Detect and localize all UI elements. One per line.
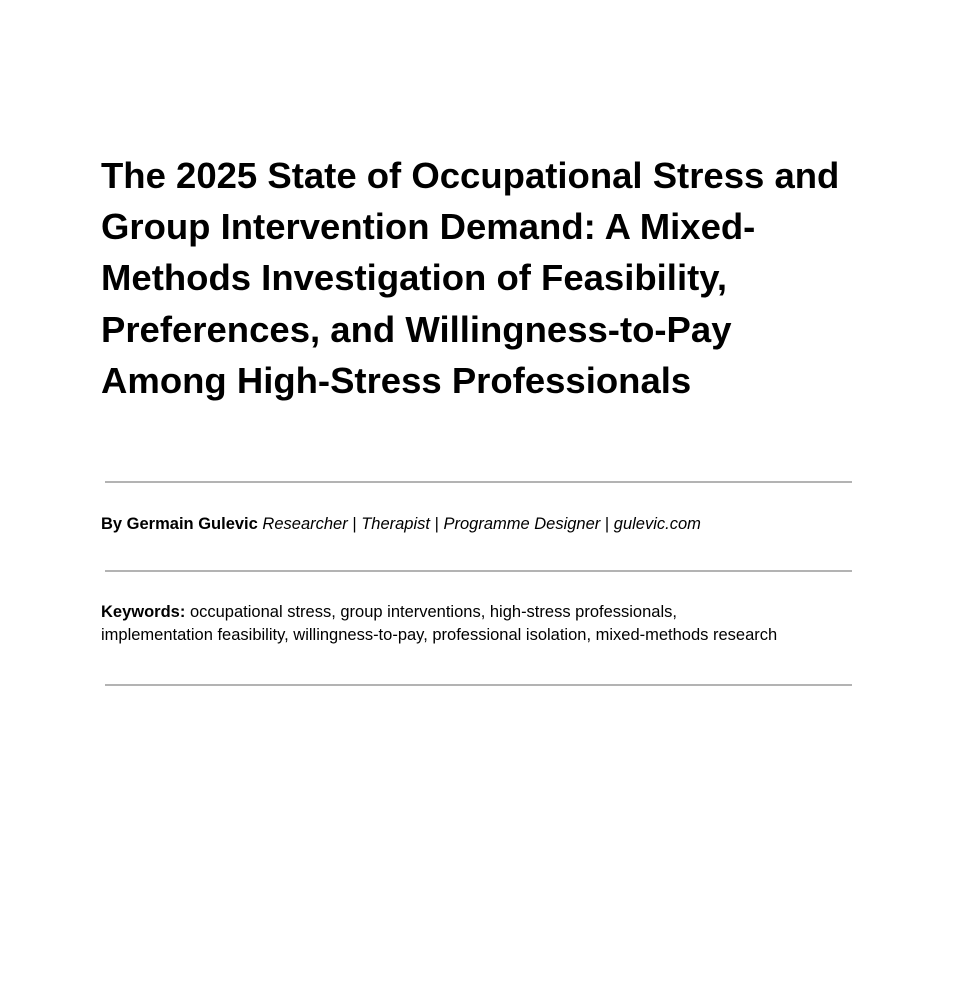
author-name: By Germain Gulevic bbox=[101, 515, 258, 533]
byline-separator: | bbox=[604, 515, 610, 533]
keywords-text-1: occupational stress, group interventions, high-stress professionals, bbox=[189, 603, 677, 621]
author-role-therapist: Therapist bbox=[361, 515, 430, 533]
divider-after-keywords bbox=[105, 684, 852, 686]
keywords-label: Keywords: bbox=[101, 603, 186, 621]
keywords-line-2: implementation feasibility, willingness-to-pay, professional isolation, mixed-methods research bbox=[101, 626, 778, 644]
author-website: gulevic.com bbox=[613, 515, 701, 533]
byline-separator: | bbox=[352, 515, 357, 533]
keywords-block bbox=[101, 601, 921, 647]
divider-after-title bbox=[105, 481, 852, 483]
divider-after-byline bbox=[105, 570, 852, 572]
paper-title: The 2025 State of Occupational Stress and Group Intervention Demand: A Mixed-Methods Investigation of Feasibility, Preferences, and Willingness-to-Pay Among High-Stress Professionals bbox=[101, 155, 840, 401]
author-role-programme-designer: Programme Designer bbox=[443, 515, 601, 533]
author-role-researcher: Researcher bbox=[262, 515, 348, 533]
byline bbox=[101, 513, 901, 535]
keywords-line-1 bbox=[101, 601, 921, 624]
byline-separator: | bbox=[434, 515, 439, 533]
